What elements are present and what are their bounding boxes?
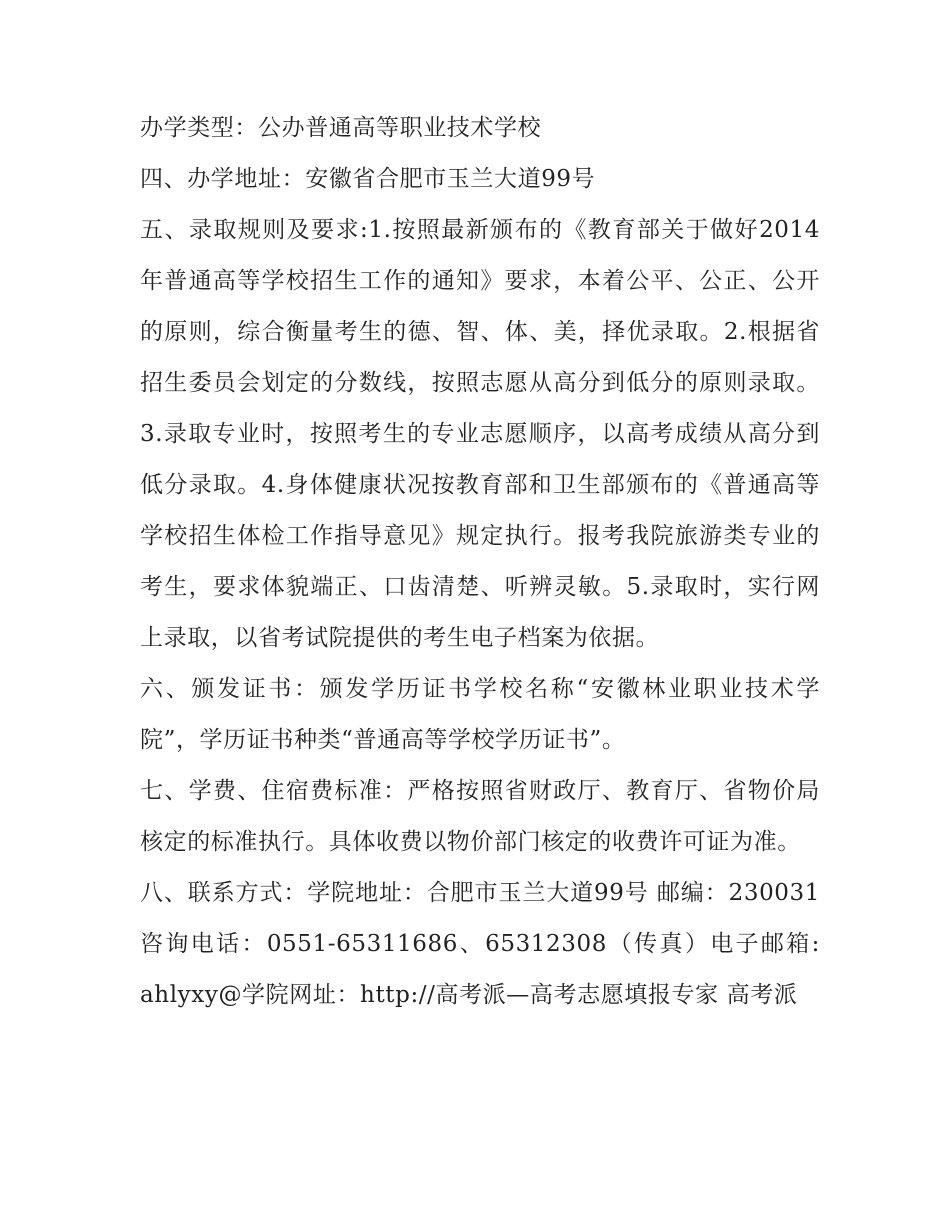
paragraph-school-type: 办学类型：公办普通高等职业技术学校 <box>140 115 542 141</box>
paragraph-certificate: 六、颁发证书：颁发学历证书学校名称“安徽林业职业技术学院”，学历证书种类“普通高等学校学历证书”。 <box>140 676 820 753</box>
paragraph-fees: 七、学费、住宿费标准：严格按照省财政厅、教育厅、省物价局核定的标准执行。具体收费以物价部门核定的收费许可证为准。 <box>140 778 820 855</box>
document-body <box>140 103 820 1021</box>
paragraph-contact: 八、联系方式：学院地址：合肥市玉兰大道99号 邮编：230031咨询电话：0551-65311686、65312308（传真）电子邮箱: ahlyxy@学院网址：http://高考派—高考志愿填报专家 高考派 <box>140 880 820 1008</box>
paragraph-admission-rules: 五、录取规则及要求:1.按照最新颁布的《教育部关于做好2014年普通高等学校招生工作的通知》要求，本着公平、公正、公开的原则，综合衡量考生的德、智、体、美，择优录取。2.根据省招生委员会划定的分数线，按照志愿从高分到低分的原则录取。3.录取专业时，按照考生的专业志愿顺序，以高考成绩从高分到低分录取。4.身体健康状况按教育部和卫生部颁布的《普通高等学校招生体检工作指导意见》规定执行。报考我院旅游类专业的考生，要求体貌端正、口齿清楚、听辨灵敏。5.录取时，实行网上录取，以省考试院提供的考生电子档案为依据。 <box>140 217 820 651</box>
paragraph-address: 四、办学地址：安徽省合肥市玉兰大道99号 <box>140 166 596 192</box>
